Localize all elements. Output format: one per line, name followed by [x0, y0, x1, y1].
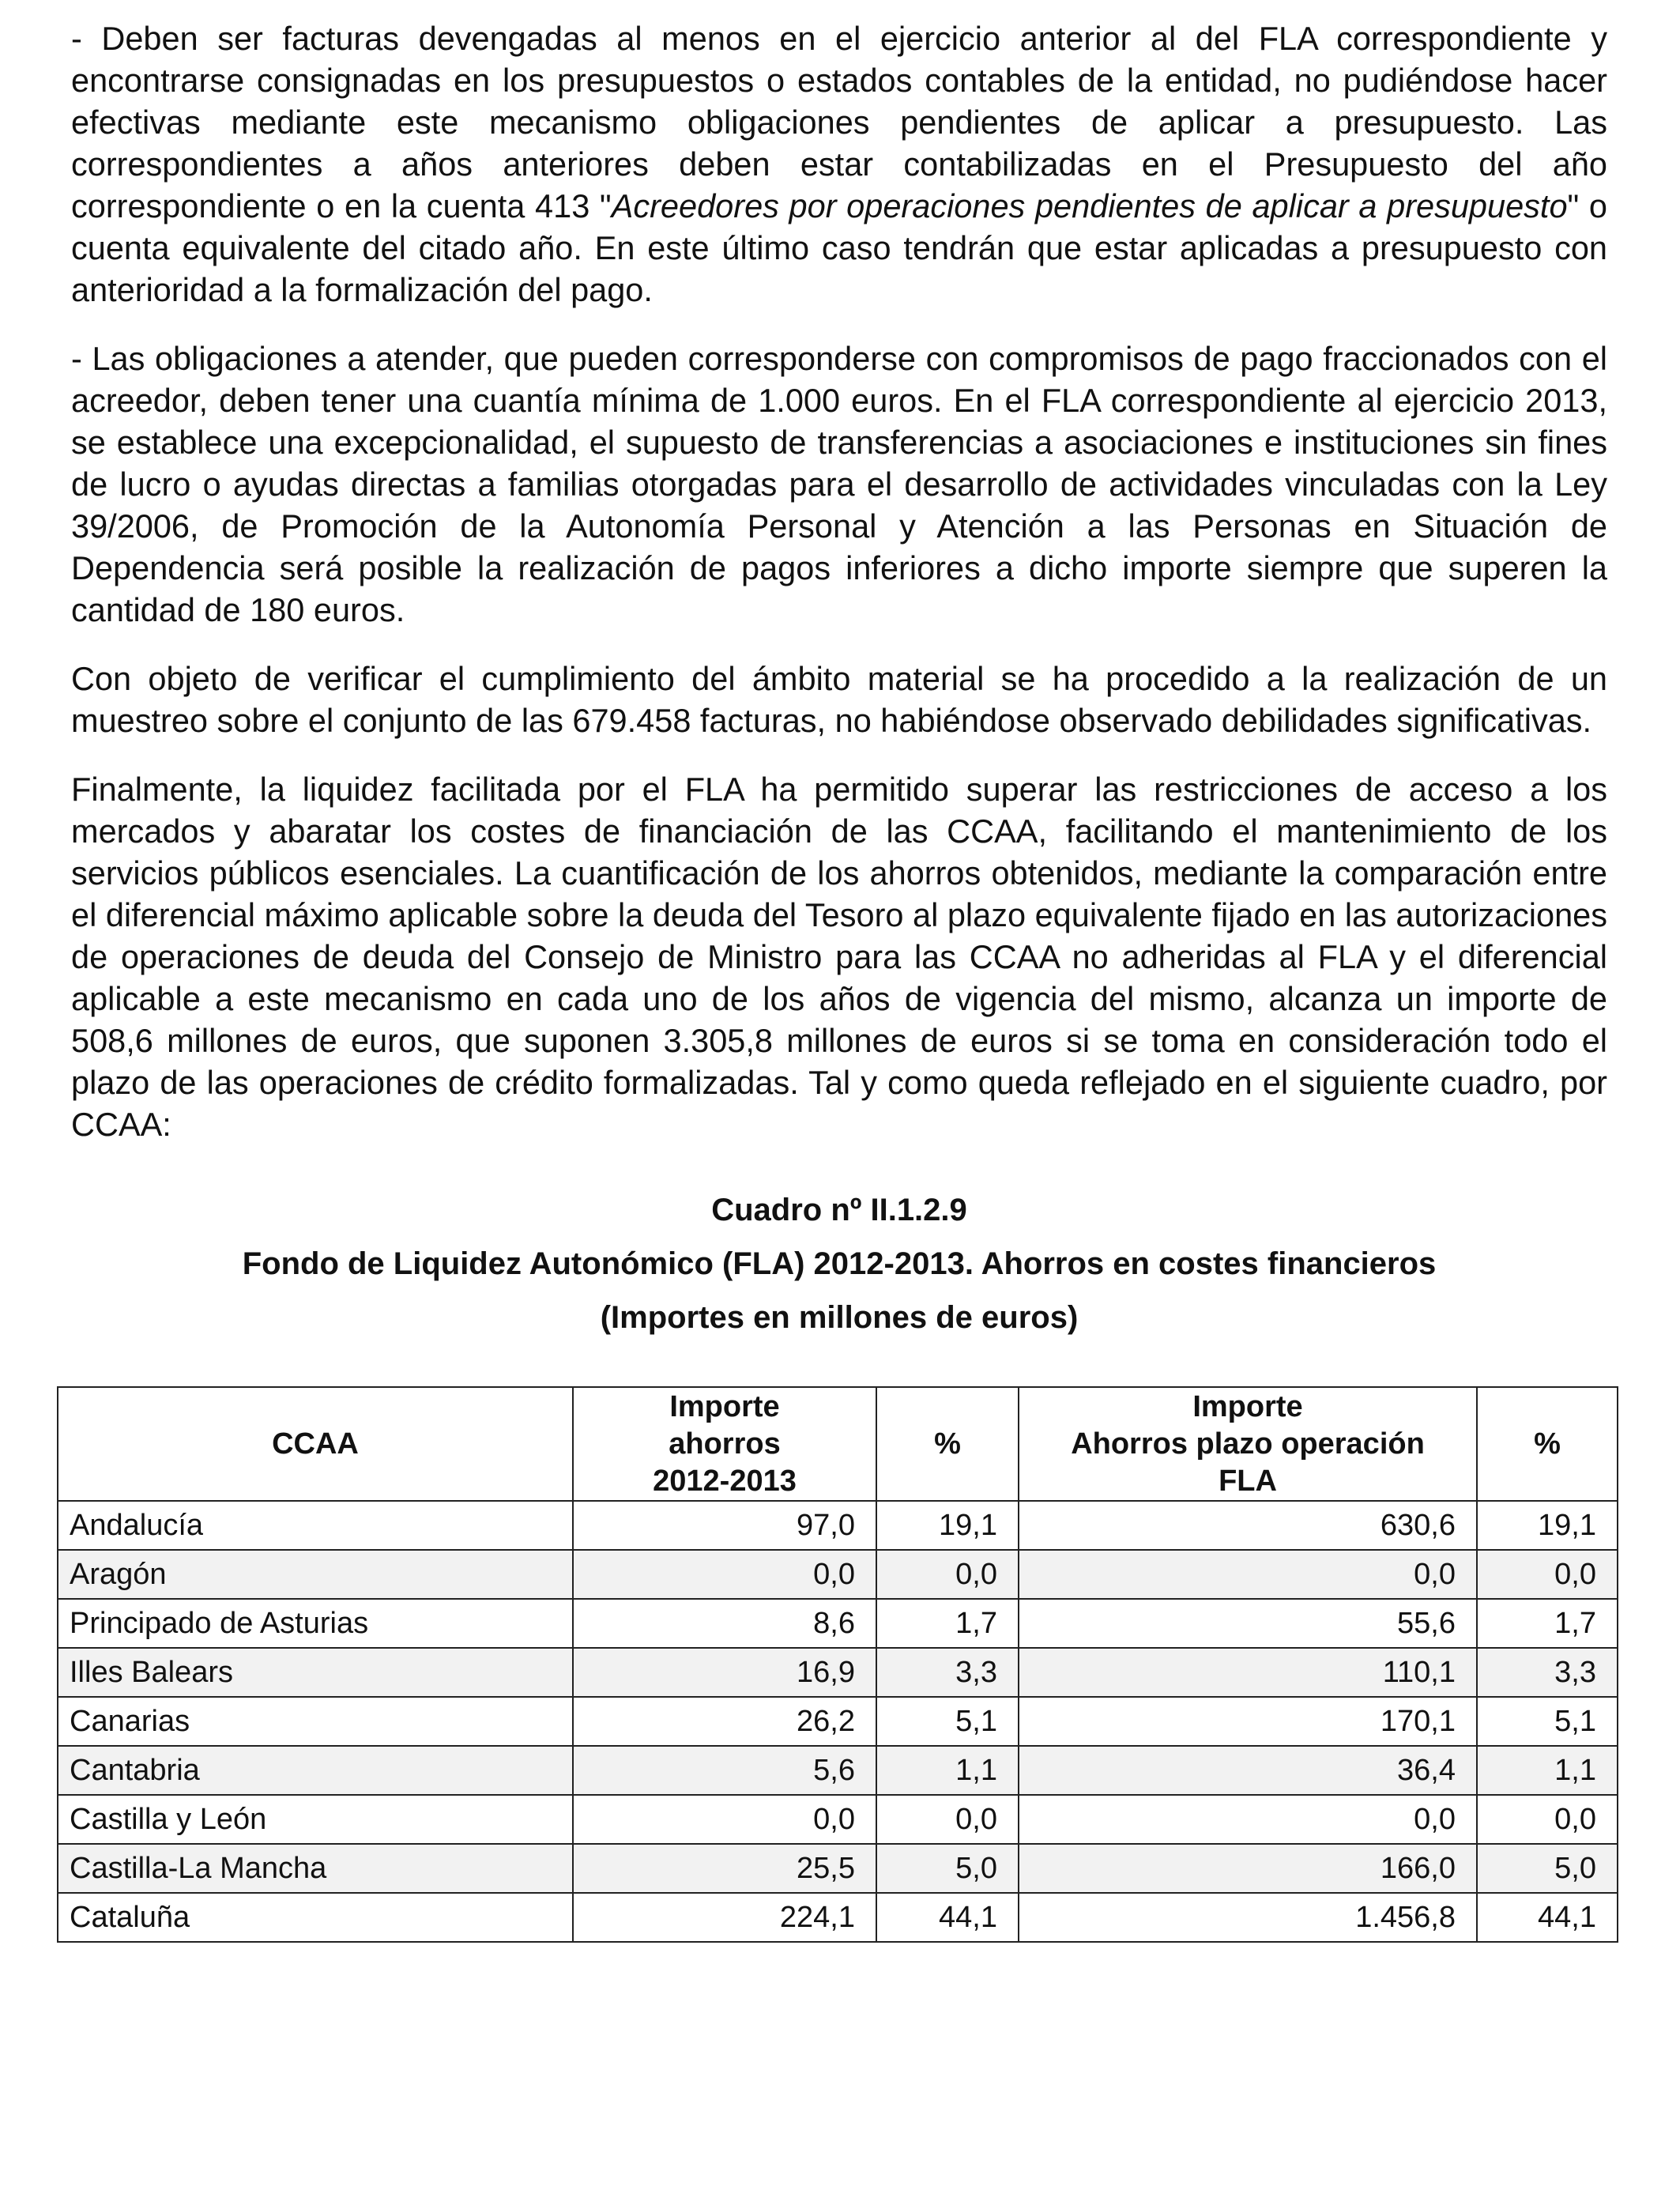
value-cell: 5,0	[1477, 1844, 1618, 1893]
paragraph	[71, 658, 1607, 741]
table-header-row	[58, 1387, 1618, 1501]
text-run: - Deben ser facturas devengadas al menos en el ejercicio anterior al del FLA correspondiente y encontrarse consignadas en los presupuestos o estados contables de la entidad, no pudiéndose hacer efectivas mediante este mecanismo obligaciones pendientes de aplicar a presupuesto. Las correspondientes a años anteriores deben estar contabilizadas en el Presupuesto del año correspondiente o en la cuenta 413 "	[71, 20, 1607, 224]
column-header-line: Ahorros plazo operación	[1071, 1427, 1425, 1461]
value-cell: 5,0	[876, 1844, 1019, 1893]
document-page	[71, 17, 1607, 1344]
text-run: " o cuenta equivalente del citado año. En este último caso tendrán que estar aplicadas a presupuesto con anterioridad a la formalización del pago.	[71, 187, 1607, 308]
value-cell: 97,0	[573, 1501, 876, 1550]
column-header	[876, 1387, 1019, 1501]
value-cell: 55,6	[1019, 1599, 1477, 1648]
table-row	[58, 1697, 1618, 1746]
value-cell: 26,2	[573, 1697, 876, 1746]
value-cell: 630,6	[1019, 1501, 1477, 1550]
value-cell: 44,1	[1477, 1893, 1618, 1942]
column-header-line: ahorros	[669, 1427, 781, 1461]
paragraph	[71, 17, 1607, 311]
value-cell: 44,1	[876, 1893, 1019, 1942]
value-cell: 0,0	[573, 1795, 876, 1844]
text-run: Finalmente, la liquidez facilitada por el FLA ha permitido superar las restricciones de acceso a los mercados y abaratar los costes de financiación de las CCAA, facilitando el mantenimiento de los servicios públicos esenciales. La cuantificación de los ahorros obtenidos, mediante la comparación entre el diferencial máximo aplicable sobre la deuda del Tesoro al plazo equivalente fijado en las autorizaciones de operaciones de deuda del Consejo de Ministro para las CCAA no adheridas al FLA y el diferencial aplicable a este mecanismo en cada uno de los años de vigencia del mismo, alcanza un importe de 508,6 millones de euros, que suponen 3.305,8 millones de euros si se toma en consideración todo el plazo de las operaciones de crédito formalizadas. Tal y como queda reflejado en el siguiente cuadro, por CCAA:	[71, 771, 1608, 1143]
region-name-cell: Castilla y León	[58, 1795, 573, 1844]
table-row	[58, 1550, 1618, 1599]
value-cell: 1,7	[876, 1599, 1019, 1648]
table-row	[58, 1599, 1618, 1648]
table-row	[58, 1501, 1618, 1550]
region-name-cell: Principado de Asturias	[58, 1599, 573, 1648]
value-cell: 0,0	[1019, 1795, 1477, 1844]
value-cell: 5,6	[573, 1746, 876, 1795]
column-header	[1019, 1387, 1477, 1501]
table-row	[58, 1844, 1618, 1893]
column-header	[58, 1387, 573, 1501]
column-header-line: %	[934, 1427, 961, 1461]
savings-table	[57, 1386, 1618, 1943]
value-cell: 19,1	[876, 1501, 1019, 1550]
table-body	[58, 1501, 1618, 1942]
value-cell: 0,0	[573, 1550, 876, 1599]
value-cell: 36,4	[1019, 1746, 1477, 1795]
value-cell: 0,0	[876, 1795, 1019, 1844]
region-name-cell: Aragón	[58, 1550, 573, 1599]
column-header-line: Importe	[1192, 1389, 1303, 1423]
value-cell: 1.456,8	[1019, 1893, 1477, 1942]
table-caption	[71, 1183, 1607, 1344]
paragraph	[71, 768, 1607, 1145]
value-cell: 166,0	[1019, 1844, 1477, 1893]
region-name-cell: Canarias	[58, 1697, 573, 1746]
value-cell: 3,3	[876, 1648, 1019, 1697]
value-cell: 5,1	[876, 1697, 1019, 1746]
value-cell: 224,1	[573, 1893, 876, 1942]
column-header	[1477, 1387, 1618, 1501]
text-run: - Las obligaciones a atender, que pueden corresponderse con compromisos de pago fraccionados con el acreedor, deben tener una cuantía mínima de 1.000 euros. En el FLA correspondiente al ejercicio 2013, se establece una excepcionalidad, el supuesto de transferencias a asociaciones e instituciones sin fines de lucro o ayudas directas a familias otorgadas para el desarrollo de actividades vinculadas con la Ley 39/2006, de Promoción de la Autonomía Personal y Atención a las Personas en Situación de Dependencia será posible la realización de pagos inferiores a dicho importe siempre que superen la cantidad de 180 euros.	[71, 340, 1607, 628]
column-header	[573, 1387, 876, 1501]
text-run: Con objeto de verificar el cumplimiento del ámbito material se ha procedido a la realización de un muestreo sobre el conjunto de las 679.458 facturas, no habiéndose observado debilidades significativas.	[71, 660, 1607, 739]
table-row	[58, 1795, 1618, 1844]
column-header-line: 2012-2013	[653, 1464, 797, 1498]
value-cell: 16,9	[573, 1648, 876, 1697]
table-row	[58, 1893, 1618, 1942]
value-cell: 0,0	[876, 1550, 1019, 1599]
table-row	[58, 1746, 1618, 1795]
value-cell: 0,0	[1477, 1550, 1618, 1599]
value-cell: 1,1	[1477, 1746, 1618, 1795]
value-cell: 5,1	[1477, 1697, 1618, 1746]
value-cell: 1,7	[1477, 1599, 1618, 1648]
paragraph	[71, 337, 1607, 631]
value-cell: 0,0	[1477, 1795, 1618, 1844]
column-header-line: Importe	[669, 1389, 780, 1423]
value-cell: 110,1	[1019, 1648, 1477, 1697]
value-cell: 25,5	[573, 1844, 876, 1893]
value-cell: 0,0	[1019, 1550, 1477, 1599]
value-cell: 3,3	[1477, 1648, 1618, 1697]
column-header-line: %	[1534, 1427, 1561, 1461]
value-cell: 8,6	[573, 1599, 876, 1648]
region-name-cell: Castilla-La Mancha	[58, 1844, 573, 1893]
table-row	[58, 1648, 1618, 1697]
value-cell: 170,1	[1019, 1697, 1477, 1746]
value-cell: 19,1	[1477, 1501, 1618, 1550]
column-header-line: FLA	[1219, 1464, 1277, 1498]
region-name-cell: Andalucía	[58, 1501, 573, 1550]
region-name-cell: Cataluña	[58, 1893, 573, 1942]
table-number: Cuadro nº II.1.2.9	[711, 1193, 967, 1227]
region-name-cell: Illes Balears	[58, 1648, 573, 1697]
italic-phrase: Acreedores por operaciones pendientes de aplicar a presupuesto	[611, 187, 1568, 224]
region-name-cell: Cantabria	[58, 1746, 573, 1795]
body-text	[71, 17, 1607, 1145]
column-header-line: CCAA	[272, 1427, 359, 1461]
table-title: Fondo de Liquidez Autonómico (FLA) 2012-2013. Ahorros en costes financieros	[242, 1246, 1437, 1281]
table-units: (Importes en millones de euros)	[600, 1300, 1079, 1335]
value-cell: 1,1	[876, 1746, 1019, 1795]
